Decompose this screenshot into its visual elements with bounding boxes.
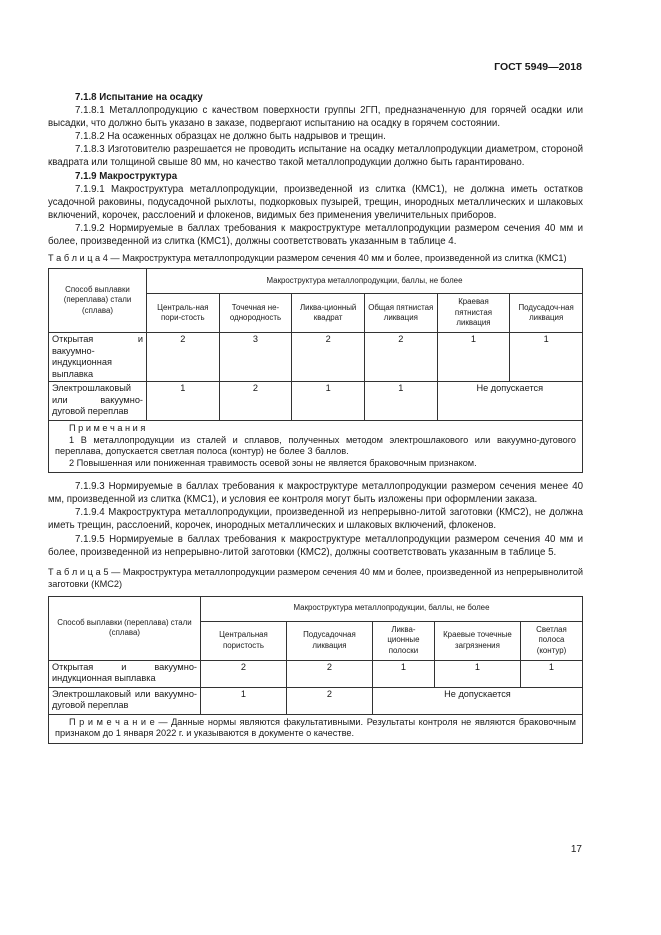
table-4-col-header: Ликва-ционный квадрат bbox=[292, 294, 365, 333]
paragraph-7-1-8-2: 7.1.8.2 На осаженных образцах не должно быть надрывов и трещин. bbox=[75, 131, 386, 143]
standard-header: ГОСТ 5949—2018 bbox=[494, 61, 582, 73]
paragraph-7-1-9-2: 7.1.9.2 Нормируемые в баллах требования к макроструктуре металлопродукции размером сечения 40 мм и более, произведенной из слитка (КМС1), должны соответствовать указанным в таблице 4. bbox=[48, 222, 583, 248]
table-cell: 2 bbox=[219, 382, 292, 421]
document-body bbox=[48, 91, 583, 751]
table-row bbox=[49, 333, 583, 382]
table-5-col-header: Ликва-ционные полоски bbox=[372, 621, 434, 660]
table-4-col-header: Точечная не-однородность bbox=[219, 294, 292, 333]
table-cell: 1 bbox=[434, 660, 520, 687]
table-4-label: Т а б л и ц а 4 bbox=[48, 253, 108, 264]
table-row bbox=[49, 382, 583, 421]
paragraph-7-1-8-3: 7.1.8.3 Изготовителю разрешается не проводить испытание на осадку металлопродукции диаметром, стороной квадрата или толщиной свыше 80 мм, но качество такой металлопродукции должно быть гарантировано. bbox=[48, 144, 583, 169]
table-5-note bbox=[49, 714, 583, 743]
table-4-row-name: Электрошлаковый или вакуумно-дуговой переплав bbox=[49, 382, 147, 421]
table-4 bbox=[48, 268, 583, 473]
table-cell: 2 bbox=[147, 333, 220, 382]
paragraph-7-1-9-3: 7.1.9.3 Нормируемые в баллах требования к макроструктуре металлопродукции размером сечения менее 40 мм, произведенной из слитка (КМС1), и условия ее контроля могут быть изложены при оформлении заказа. bbox=[48, 481, 583, 506]
table-5-note-text bbox=[55, 717, 576, 740]
table-4-row-name: Открытая и вакуумно-индукционная выплавка bbox=[49, 333, 147, 382]
table-cell: 2 bbox=[201, 660, 287, 687]
table-4-grouphead: Макроструктура металлопродукции, баллы, не более bbox=[147, 269, 583, 294]
table-5-col-header: Краевые точечные загрязнения bbox=[434, 621, 520, 660]
table-cell: 2 bbox=[286, 660, 372, 687]
table-4-note-1: 1 В металлопродукции из сталей и сплавов, полученных методом электрошлакового или вакуумно-дугового переплава, допускается светлая полоса (контур) не более 3 баллов. bbox=[55, 434, 576, 457]
table-5-caption-text: — Макроструктура металлопродукции размером сечения 40 мм и более, произведенной из непрерывнолитой заготовки (КМС2) bbox=[48, 566, 583, 589]
table-cell-merged: Не допускается bbox=[437, 382, 582, 421]
table-5-col-header: Центральная пористость bbox=[201, 621, 287, 660]
table-4-col-header: Подусадоч-ная ликвация bbox=[510, 294, 583, 333]
table-cell: 1 bbox=[364, 382, 437, 421]
table-cell: 1 bbox=[520, 660, 582, 687]
table-4-caption bbox=[48, 252, 583, 264]
table-5-row-name: Электрошлаковый или вакуумно-дуговой переплав bbox=[49, 687, 201, 714]
table-4-caption-text: — Макроструктура металлопродукции размером сечения 40 мм и более, произведенной из слитка (КМС1) bbox=[107, 253, 567, 264]
table-4-col-header: Централь-ная пори-стость bbox=[147, 294, 220, 333]
table-5-note-body: — Данные нормы являются факультативными. Результаты контроля не являются браковочным признаком до 1 января 2022 г. и указываются в документе о качестве. bbox=[55, 716, 576, 739]
table-4-rowhead: Способ выплавки (переплава) стали (сплава) bbox=[49, 269, 147, 333]
table-4-col-header: Краевая пятнистая ликвация bbox=[437, 294, 510, 333]
table-5-rowhead: Способ выплавки (переплава) стали (сплава) bbox=[49, 596, 201, 660]
table-cell: 1 bbox=[201, 687, 287, 714]
table-cell: 2 bbox=[364, 333, 437, 382]
table-5-row-name: Открытая и вакуумно-индукционная выплавка bbox=[49, 660, 201, 687]
table-5-caption bbox=[48, 566, 583, 590]
table-cell: 1 bbox=[510, 333, 583, 382]
table-5-col-header: Светлая полоса (контур) bbox=[520, 621, 582, 660]
table-5-note-title: П р и м е ч а н и е bbox=[69, 716, 155, 727]
section-7-1-8-title: 7.1.8 Испытание на осадку bbox=[75, 92, 203, 103]
page-number: 17 bbox=[570, 844, 582, 855]
paragraph-7-1-9-5: 7.1.9.5 Нормируемые в баллах требования к макроструктуре металлопродукции размером сечения 40 мм и более, произведенной из непрерывно-литой заготовки (КМС2), должны соответствовать указанным в таблице 5. bbox=[48, 533, 583, 558]
table-cell: 1 bbox=[437, 333, 510, 382]
table-cell: 2 bbox=[292, 333, 365, 382]
table-cell: 3 bbox=[219, 333, 292, 382]
table-4-notes bbox=[49, 421, 583, 473]
table-cell-merged: Не допускается bbox=[372, 687, 582, 714]
table-cell: 1 bbox=[147, 382, 220, 421]
table-4-col-header: Общая пятнистая ликвация bbox=[364, 294, 437, 333]
table-5-label: Т а б л и ц а 5 bbox=[48, 566, 109, 577]
table-row bbox=[49, 687, 583, 714]
table-cell: 1 bbox=[372, 660, 434, 687]
table-4-notes-title: П р и м е ч а н и я bbox=[69, 423, 146, 434]
table-5-col-header: Подусадочная ликвация bbox=[286, 621, 372, 660]
paragraph-7-1-9-4: 7.1.9.4 Макроструктура металлопродукции, произведенной из непрерывно-литой заготовки (КМС2), не должна иметь трещин, расслоений, корочек, инородных металлических и шлаковых включений, флокенов. bbox=[48, 507, 583, 532]
table-cell: 2 bbox=[286, 687, 372, 714]
table-cell: 1 bbox=[292, 382, 365, 421]
paragraph-7-1-8-1: 7.1.8.1 Металлопродукцию с качеством поверхности группы 2ГП, предназначенную для горячей осадки или высадки, что должно быть указано в заказе, подвергают испытанию на осадку в горячем состоянии. bbox=[48, 105, 583, 130]
table-row bbox=[49, 660, 583, 687]
table-4-note-2: 2 Повышенная или пониженная травимость осевой зоны не является браковочным признаком. bbox=[69, 457, 477, 468]
paragraph-7-1-9-1: 7.1.9.1 Макроструктура металлопродукции, произведенной из слитка (КМС1), не должна иметь остатков усадочной раковины, подусадочной рыхлоты, подкорковых пузырей, трещин, инородных металлических и шлаковых включений, корочек, расслоений и флокенов, видимых без применения увеличительных приборов. bbox=[48, 183, 583, 221]
section-7-1-9-title: 7.1.9 Макроструктура bbox=[75, 170, 178, 182]
table-5 bbox=[48, 596, 583, 744]
table-5-grouphead: Макроструктура металлопродукции, баллы, не более bbox=[201, 596, 583, 621]
